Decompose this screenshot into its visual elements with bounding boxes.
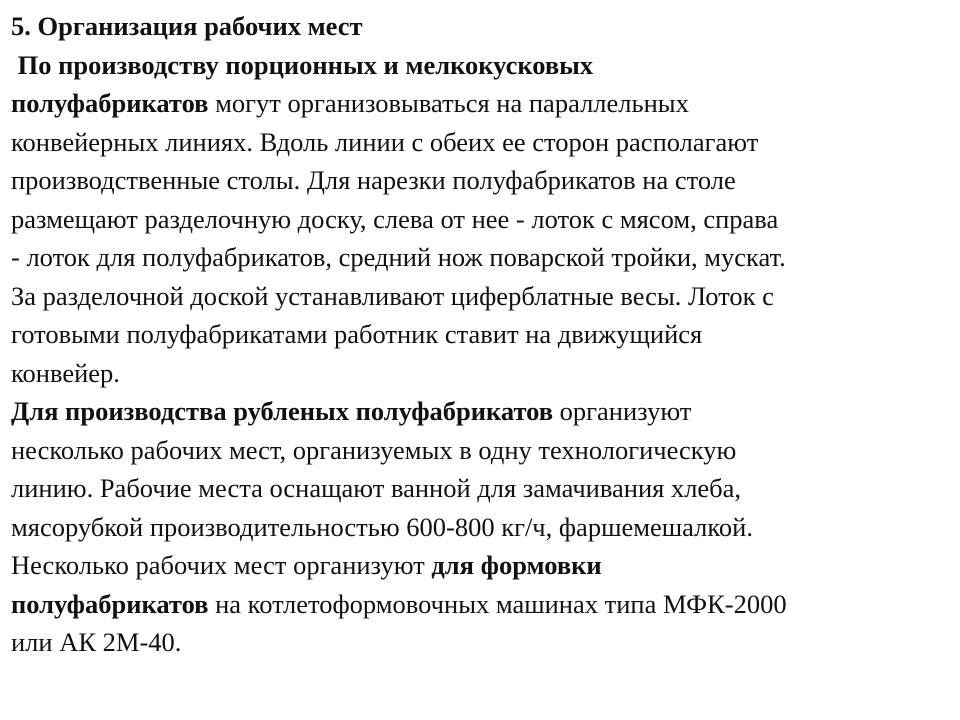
text-line: мясорубкой производительностью 600-800 кг/ч, фаршемешалкой.	[11, 511, 753, 542]
text-line: За разделочной доской устанавливают циферблатные весы. Лоток с	[11, 280, 774, 311]
text-line: производственные столы. Для нарезки полуфабрикатов на столе	[11, 165, 736, 195]
text-span: могут организовываться на параллельных	[215, 88, 689, 118]
text-line	[11, 46, 956, 85]
text-line	[11, 84, 956, 123]
text-line	[11, 546, 956, 585]
bold-phrase: полуфабрикатов	[11, 588, 209, 619]
slide-text	[11, 7, 956, 662]
text-line: или АК 2М-40.	[11, 627, 182, 657]
bold-phrase: По производству порционных и мелкокусковых	[17, 49, 594, 80]
text-line	[11, 392, 956, 431]
text-line: готовыми полуфабрикатами работник ставит на движущийся	[11, 319, 703, 349]
text-line: конвейерных линиях. Вдоль линии с обеих ее сторон располагают	[11, 126, 759, 157]
bold-phrase: полуфабрикатов	[11, 88, 209, 118]
slide-heading: 5. Организация рабочих мест	[11, 11, 363, 41]
text-line: - лоток для полуфабрикатов, средний нож поварской тройки, мускат.	[11, 242, 786, 272]
text-span: организуют	[559, 396, 692, 426]
text-line: размещают разделочную доску, слева от нее - лоток с мясом, справа	[11, 203, 779, 234]
text-line: несколько рабочих мест, организуемых в одну технологическую	[11, 434, 737, 465]
text-span: на котлетоформовочных машинах типа МФК-2000	[215, 588, 787, 619]
bold-phrase: Для производства рубленых полуфабрикатов	[11, 396, 554, 426]
text-line: конвейер.	[11, 357, 120, 388]
text-line	[11, 585, 956, 624]
text-line: линию. Рабочие места оснащают ванной для замачивания хлеба,	[11, 473, 742, 503]
text-span: Несколько рабочих мест организуют	[11, 550, 425, 580]
bold-phrase: для формовки	[431, 550, 602, 580]
